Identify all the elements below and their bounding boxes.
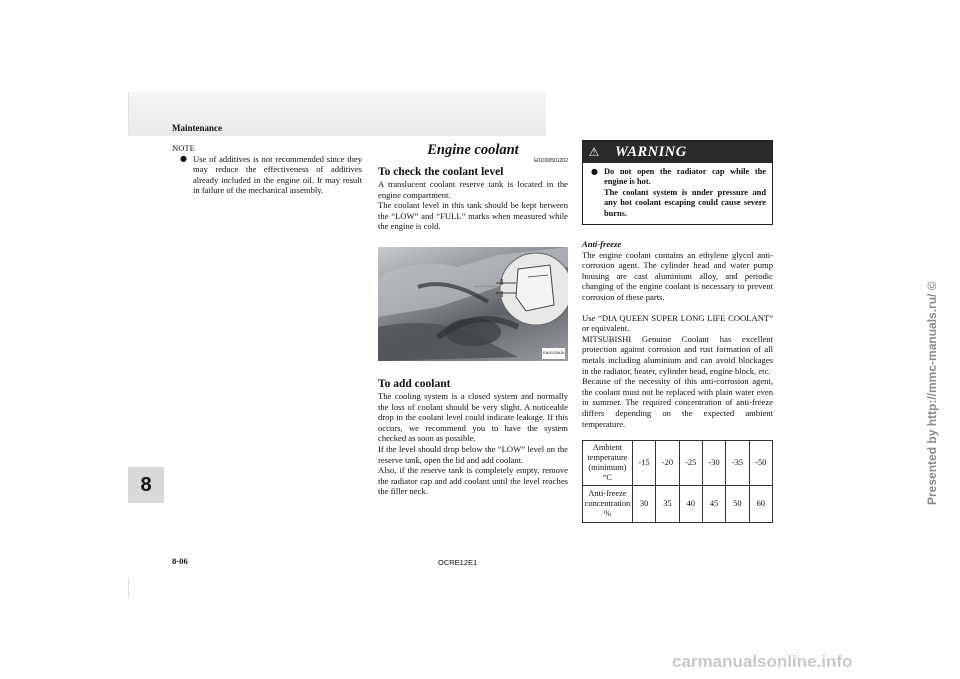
add-coolant-text-3: Also, if the reserve tank is completely empty, remove the radiator cap and add coolant until the level reaches the filler neck. [378, 465, 568, 497]
warning-icon: ⚠ [588, 144, 600, 159]
warning-title: WARNING [615, 143, 687, 160]
note-text: Use of additives is not recommended since they may reduce the effectiveness of additives already included in the engine oil. It may result in failure of the mechanical assembly. [192, 153, 362, 196]
table-cell: -20 [656, 441, 679, 486]
table-cell: -30 [702, 441, 725, 486]
warning-box [582, 140, 773, 225]
warning-text-1: Do not open the radiator cap while the engine is hot. [603, 167, 766, 187]
antifreeze-text-3: MITSUBISHI Genuine Coolant has excellent protection against corrosion and rust formation of all metals including aluminium and can avoid blockages in the radiator, heater, cylinder head, engine block, etc. [582, 333, 773, 376]
antifreeze-text-1: The engine coolant contains an ethylene glycol anti-corrosion agent. The cylinder head and water pump housing are cast aluminium alloy, and periodic changing of the engine coolant is necessary to prevent corrosion of these parts. [582, 249, 773, 302]
add-coolant-text-2: If the level should drop below the “LOW” level on the reserve tank, open the lid and add coolant. [378, 443, 568, 465]
table-cell: -15 [632, 441, 655, 486]
note-bullet [180, 154, 362, 196]
table-row-header: Ambient temperature (minimum) °C [583, 441, 633, 486]
divider-bottom [128, 578, 129, 598]
note-label: NOTE [172, 143, 195, 153]
warning-text-2: The coolant system is under pressure and any hot coolant escaping could cause severe burns. [603, 187, 766, 218]
site-watermark: carmanualsonline.info [672, 652, 853, 671]
divider-left [128, 92, 129, 132]
table-cell: -25 [679, 441, 702, 486]
check-coolant-text: A translucent coolant reserve tank is located in the engine compartment. [378, 179, 568, 200]
left-column [172, 143, 362, 196]
table-cell: 35 [656, 486, 679, 523]
bullet-icon: ● [591, 167, 598, 176]
antifreeze-text-2: Use “DIA QUEEN SUPER LONG LIFE COOLANT” or equivalent. [582, 312, 773, 334]
chapter-number: 8 [140, 473, 152, 496]
table-row [583, 441, 773, 486]
engine-illustration [378, 247, 568, 361]
table-cell: 50 [726, 486, 749, 523]
table-cell: 40 [679, 486, 702, 523]
table-cell: 30 [632, 486, 655, 523]
antifreeze-heading: Anti-freeze [582, 239, 622, 250]
right-column [582, 140, 773, 523]
check-coolant-heading: To check the coolant level [378, 166, 504, 178]
bullet-icon: ● [180, 153, 187, 163]
engine-compartment-photo [378, 247, 568, 361]
page-title: Engine coolant [427, 142, 519, 158]
add-coolant-heading: To add coolant [378, 377, 451, 390]
check-coolant-text-2: The coolant level in this tank should be kept between the “LOW” and “FULL” marks when measured while the engine is cold. [378, 200, 568, 232]
table-row-header: Anti-freeze concentration % [583, 486, 633, 523]
side-watermark: Presented by http://mmc-manuals.ru/ © [925, 281, 939, 505]
warning-bullet [591, 167, 766, 219]
add-coolant-text-1: The cooling system is a closed system and normally the loss of coolant should be very slight. A noticeable drop in the coolant level could indicate leakage. If this occurs, we recommend you to have the system checked as soon as possible. [378, 390, 568, 444]
table-cell: -35 [726, 441, 749, 486]
antifreeze-table [582, 440, 773, 523]
section-title: Maintenance [172, 123, 222, 133]
warning-bullet-text [604, 167, 766, 219]
chapter-tab [128, 467, 164, 503]
table-cell: 60 [749, 486, 772, 523]
document-code: OCRE12E1 [438, 558, 478, 567]
warning-header [583, 141, 772, 163]
page-number: 8-06 [172, 556, 188, 566]
antifreeze-text-4: Because of the necessity of this anti-corrosion agent, the coolant must not be replaced with plain water even in summer. The required concentration of anti-freeze differs depending on the expected ambient temperature. [582, 376, 773, 429]
photo-code: EA0013505 [542, 348, 565, 359]
table-cell: -50 [749, 441, 772, 486]
spacer [582, 303, 773, 313]
section-code: E01000501202 [534, 158, 568, 164]
warning-body [583, 163, 772, 224]
table-cell: 45 [702, 486, 725, 523]
table-row [583, 486, 773, 523]
middle-column [378, 142, 568, 497]
